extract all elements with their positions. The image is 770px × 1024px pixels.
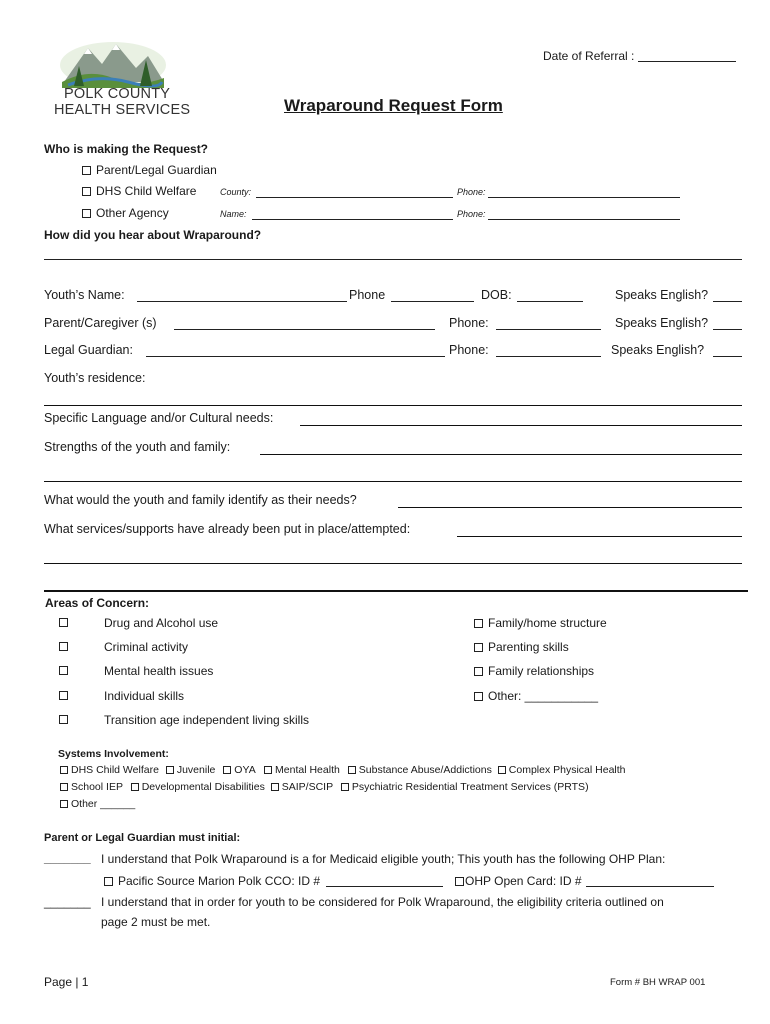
cco-checkbox[interactable]: [104, 877, 113, 886]
parent-field[interactable]: [174, 318, 435, 330]
concern-checkbox[interactable]: [474, 619, 483, 628]
guardian-english-field[interactable]: [713, 345, 742, 357]
cco-option[interactable]: [104, 874, 320, 888]
statement-eligibility: I understand that in order for youth to be considered for Polk Wraparound, the eligibility criteria outlined on: [101, 895, 664, 909]
system-label: School IEP: [71, 781, 123, 793]
youth-phone-label: Phone: [349, 288, 386, 302]
option-parent[interactable]: [82, 163, 217, 177]
system-other-label: Other ______: [71, 798, 136, 810]
checkbox-parent[interactable]: [82, 166, 91, 175]
systems-row1: [60, 764, 626, 776]
hear-field[interactable]: [44, 249, 742, 260]
ohp-option[interactable]: [455, 874, 582, 888]
dhs-phone-field[interactable]: [488, 186, 680, 198]
cco-id-field[interactable]: [326, 875, 443, 887]
logo-line1: POLK COUNTY: [64, 86, 171, 102]
dob-field[interactable]: [517, 290, 583, 302]
concern-checkbox[interactable]: [59, 666, 68, 675]
strengths-label: Strengths of the youth and family:: [44, 440, 231, 454]
concern-checkbox[interactable]: [59, 715, 68, 724]
statement-eligibility-line2: page 2 must be met.: [101, 915, 211, 929]
system-checkbox[interactable]: [498, 766, 506, 774]
concern-label: Family relationships: [488, 664, 595, 678]
option-parent-label: Parent/Legal Guardian: [96, 163, 217, 177]
concern-item[interactable]: [474, 689, 598, 703]
agency-phone-label: Phone:: [457, 209, 486, 219]
concern-item[interactable]: [474, 616, 607, 630]
residence-label: Youth’s residence:: [44, 371, 146, 385]
guardian-phone-label: Phone:: [449, 343, 489, 357]
concern-label: Individual skills: [104, 689, 185, 703]
requester-heading: Who is making the Request?: [44, 142, 209, 156]
concern-checkbox[interactable]: [474, 643, 483, 652]
page-title: Wraparound Request Form: [284, 96, 503, 115]
agency-name-label: Name:: [220, 209, 247, 219]
checkbox-dhs[interactable]: [82, 187, 91, 196]
guardian-field[interactable]: [146, 345, 445, 357]
system-label: Juvenile: [176, 764, 216, 776]
logo: [50, 38, 191, 122]
system-label: DHS Child Welfare: [71, 764, 159, 776]
systems-other: [60, 798, 135, 810]
concern-checkbox[interactable]: [59, 691, 68, 700]
services-field-line3[interactable]: [44, 578, 748, 592]
guardian-phone-field[interactable]: [496, 345, 601, 357]
concern-item[interactable]: [474, 640, 569, 654]
guardian-english-label: Speaks English?: [611, 343, 705, 357]
parent-english-label: Speaks English?: [615, 316, 709, 330]
initial-blank-1[interactable]: _______: [44, 851, 91, 865]
youth-phone-field[interactable]: [391, 290, 474, 302]
agency-phone-field[interactable]: [488, 208, 680, 220]
form-number: Form # BH WRAP 001: [610, 977, 706, 988]
concern-item[interactable]: [474, 664, 594, 678]
concern-label: Criminal activity: [104, 640, 189, 654]
parent-phone-label: Phone:: [449, 316, 489, 330]
concern-checkbox[interactable]: [59, 642, 68, 651]
county-label: County:: [220, 187, 252, 197]
concern-label: Mental health issues: [104, 664, 214, 678]
youth-name-label: Youth’s Name:: [44, 288, 125, 302]
hear-heading: How did you hear about Wraparound?: [44, 228, 262, 242]
system-checkbox[interactable]: [60, 766, 68, 774]
option-dhs[interactable]: [82, 184, 196, 198]
system-checkbox[interactable]: [223, 766, 231, 774]
strengths-field[interactable]: [260, 442, 742, 455]
services-field[interactable]: [457, 524, 742, 537]
county-field[interactable]: [256, 186, 453, 198]
concern-label: Drug and Alcohol use: [104, 616, 219, 630]
needs-field[interactable]: [398, 495, 742, 508]
system-checkbox[interactable]: [166, 766, 174, 774]
parent-phone-field[interactable]: [496, 318, 601, 330]
parent-english-field[interactable]: [713, 318, 742, 330]
system-checkbox[interactable]: [271, 783, 279, 791]
logo-mountain-icon: [58, 38, 168, 88]
system-checkbox[interactable]: [348, 766, 356, 774]
system-checkbox[interactable]: [341, 783, 349, 791]
youth-english-label: Speaks English?: [615, 288, 709, 302]
strengths-field-line2[interactable]: [44, 469, 742, 482]
system-label: SAIP/SCIP: [281, 781, 333, 793]
concern-label: Other: ___________: [488, 689, 599, 703]
language-field[interactable]: [300, 413, 742, 426]
dhs-phone-label: Phone:: [457, 187, 486, 197]
date-of-referral-label: Date of Referral :: [543, 49, 635, 63]
concern-label: Parenting skills: [488, 640, 569, 654]
date-of-referral: [543, 49, 736, 63]
agency-name-field[interactable]: [252, 208, 453, 220]
system-label: Substance Abuse/Addictions: [358, 764, 492, 776]
services-label: What services/supports have already been put in place/attempted:: [44, 522, 411, 536]
statement-medicaid: I understand that Polk Wraparound is a for Medicaid eligible youth; This youth has the following OHP Plan:: [101, 852, 666, 866]
date-of-referral-field[interactable]: [638, 50, 736, 62]
concern-checkbox[interactable]: [474, 692, 483, 701]
cco-label: Pacific Source Marion Polk CCO: ID #: [118, 874, 321, 888]
language-label: Specific Language and/or Cultural needs:: [44, 411, 274, 425]
youth-english-field[interactable]: [713, 290, 742, 302]
residence-field[interactable]: [44, 393, 742, 406]
system-checkbox[interactable]: [60, 800, 68, 808]
system-label: Psychiatric Residential Treatment Services (PRTS): [351, 781, 589, 793]
checkbox-other[interactable]: [82, 209, 91, 218]
page-number: Page | 1: [44, 975, 89, 989]
parent-label: Parent/Caregiver (s): [44, 316, 157, 330]
option-other[interactable]: [82, 206, 169, 220]
ohp-id-field[interactable]: [586, 875, 714, 887]
concerns-heading: Areas of Concern:: [45, 596, 150, 610]
logo-line2: HEALTH SERVICES: [54, 102, 191, 118]
system-label: OYA: [234, 764, 256, 776]
system-checkbox[interactable]: [264, 766, 272, 774]
concern-checkbox[interactable]: [474, 667, 483, 676]
ohp-checkbox[interactable]: [455, 877, 464, 886]
concern-label: Transition age independent living skills: [104, 713, 310, 727]
initials-heading: Parent or Legal Guardian must initial:: [44, 832, 241, 844]
services-field-line2[interactable]: [44, 551, 742, 564]
youth-name-field[interactable]: [137, 290, 347, 302]
systems-heading: Systems Involvement:: [58, 748, 169, 760]
concern-label: Family/home structure: [488, 616, 607, 630]
ohp-label: OHP Open Card: ID #: [465, 874, 582, 888]
needs-label: What would the youth and family identify as their needs?: [44, 493, 357, 507]
system-checkbox[interactable]: [131, 783, 139, 791]
dob-label: DOB:: [481, 288, 512, 302]
initial-blank-2[interactable]: _______: [44, 895, 91, 909]
guardian-label: Legal Guardian:: [44, 343, 133, 357]
system-label: Mental Health: [275, 764, 340, 776]
system-label: Complex Physical Health: [508, 764, 626, 776]
concern-checkbox[interactable]: [59, 618, 68, 627]
system-label: Developmental Disabilities: [141, 781, 265, 793]
option-dhs-label: DHS Child Welfare: [96, 184, 197, 198]
system-checkbox[interactable]: [60, 783, 68, 791]
systems-row2: [60, 781, 589, 793]
option-other-label: Other Agency: [96, 206, 169, 220]
